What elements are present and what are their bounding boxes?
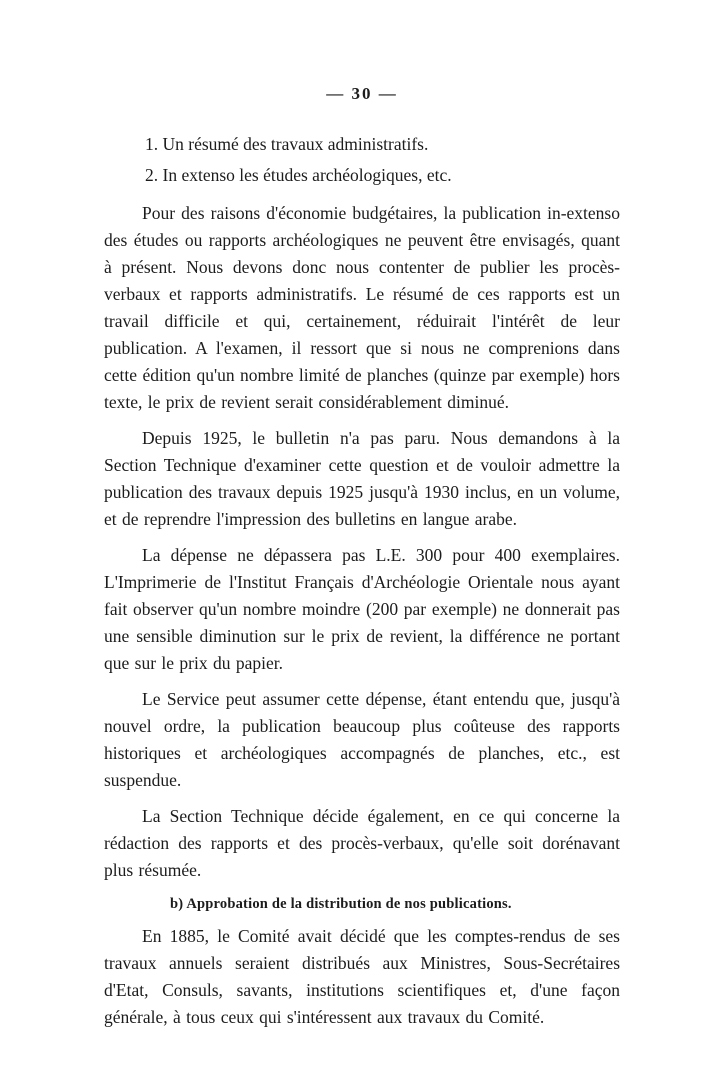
section-heading: b) Approbation de la distribution de nos publications. [170, 896, 512, 912]
list-item: 2. In extenso les études archéologiques, etc. [145, 165, 452, 185]
page-number: — 30 — [326, 84, 398, 103]
list-item: 1. Un résumé des travaux administratifs. [145, 134, 429, 154]
paragraph: Depuis 1925, le bulletin n'a pas paru. Nous demandons à la Section Technique d'examiner cette question et de vouloir admettre la publication des travaux depuis 1925 jusqu'à 1930 inclus, en un volume, et de reprendre l'impression des bulletins en langue arabe. [104, 428, 620, 529]
paragraph: La dépense ne dépassera pas L.E. 300 pour 400 exemplaires. L'Imprimerie de l'Institut Français d'Archéologie Orientale nous ayant fait observer qu'un nombre moindre (200 par exemple) ne donnerait pas une sensible diminution sur le prix de revient, la différence ne portant que sur le prix du papier. [104, 545, 620, 673]
numbered-list [104, 130, 620, 190]
paragraph: La Section Technique décide également, en ce qui concerne la rédaction des rapports et des procès-verbaux, qu'elle soit dorénavant plus résumée. [104, 806, 620, 880]
paragraph: Le Service peut assumer cette dépense, étant entendu que, jusqu'à nouvel ordre, la publication beaucoup plus coûteuse des rapports historiques et archéologiques accompagnés de planches, etc., est suspendue. [104, 689, 620, 790]
paragraph: En 1885, le Comité avait décidé que les comptes-rendus de ses travaux annuels seraient distribués aux Ministres, Sous-Secrétaires d'Etat, Consuls, savants, institutions scientifiques et, d'une façon générale, à tous ceux qui s'intéressent aux travaux du Comité. [104, 926, 620, 1027]
paragraph: Pour des raisons d'économie budgétaires, la publication in-extenso des études ou rapports archéologiques ne peuvent être envisagés, quant à présent. Nous devons donc nous contenter de publier les procès-verbaux et rapports administratifs. Le résumé de ces rapports est un travail difficile et qui, certainement, réduirait l'intérêt de leur publication. A l'examen, il ressort que si nous ne comprenions dans cette édition qu'un nombre limité de planches (quinze par exemple) hors texte, le prix de revient serait considérablement diminué. [104, 203, 620, 412]
